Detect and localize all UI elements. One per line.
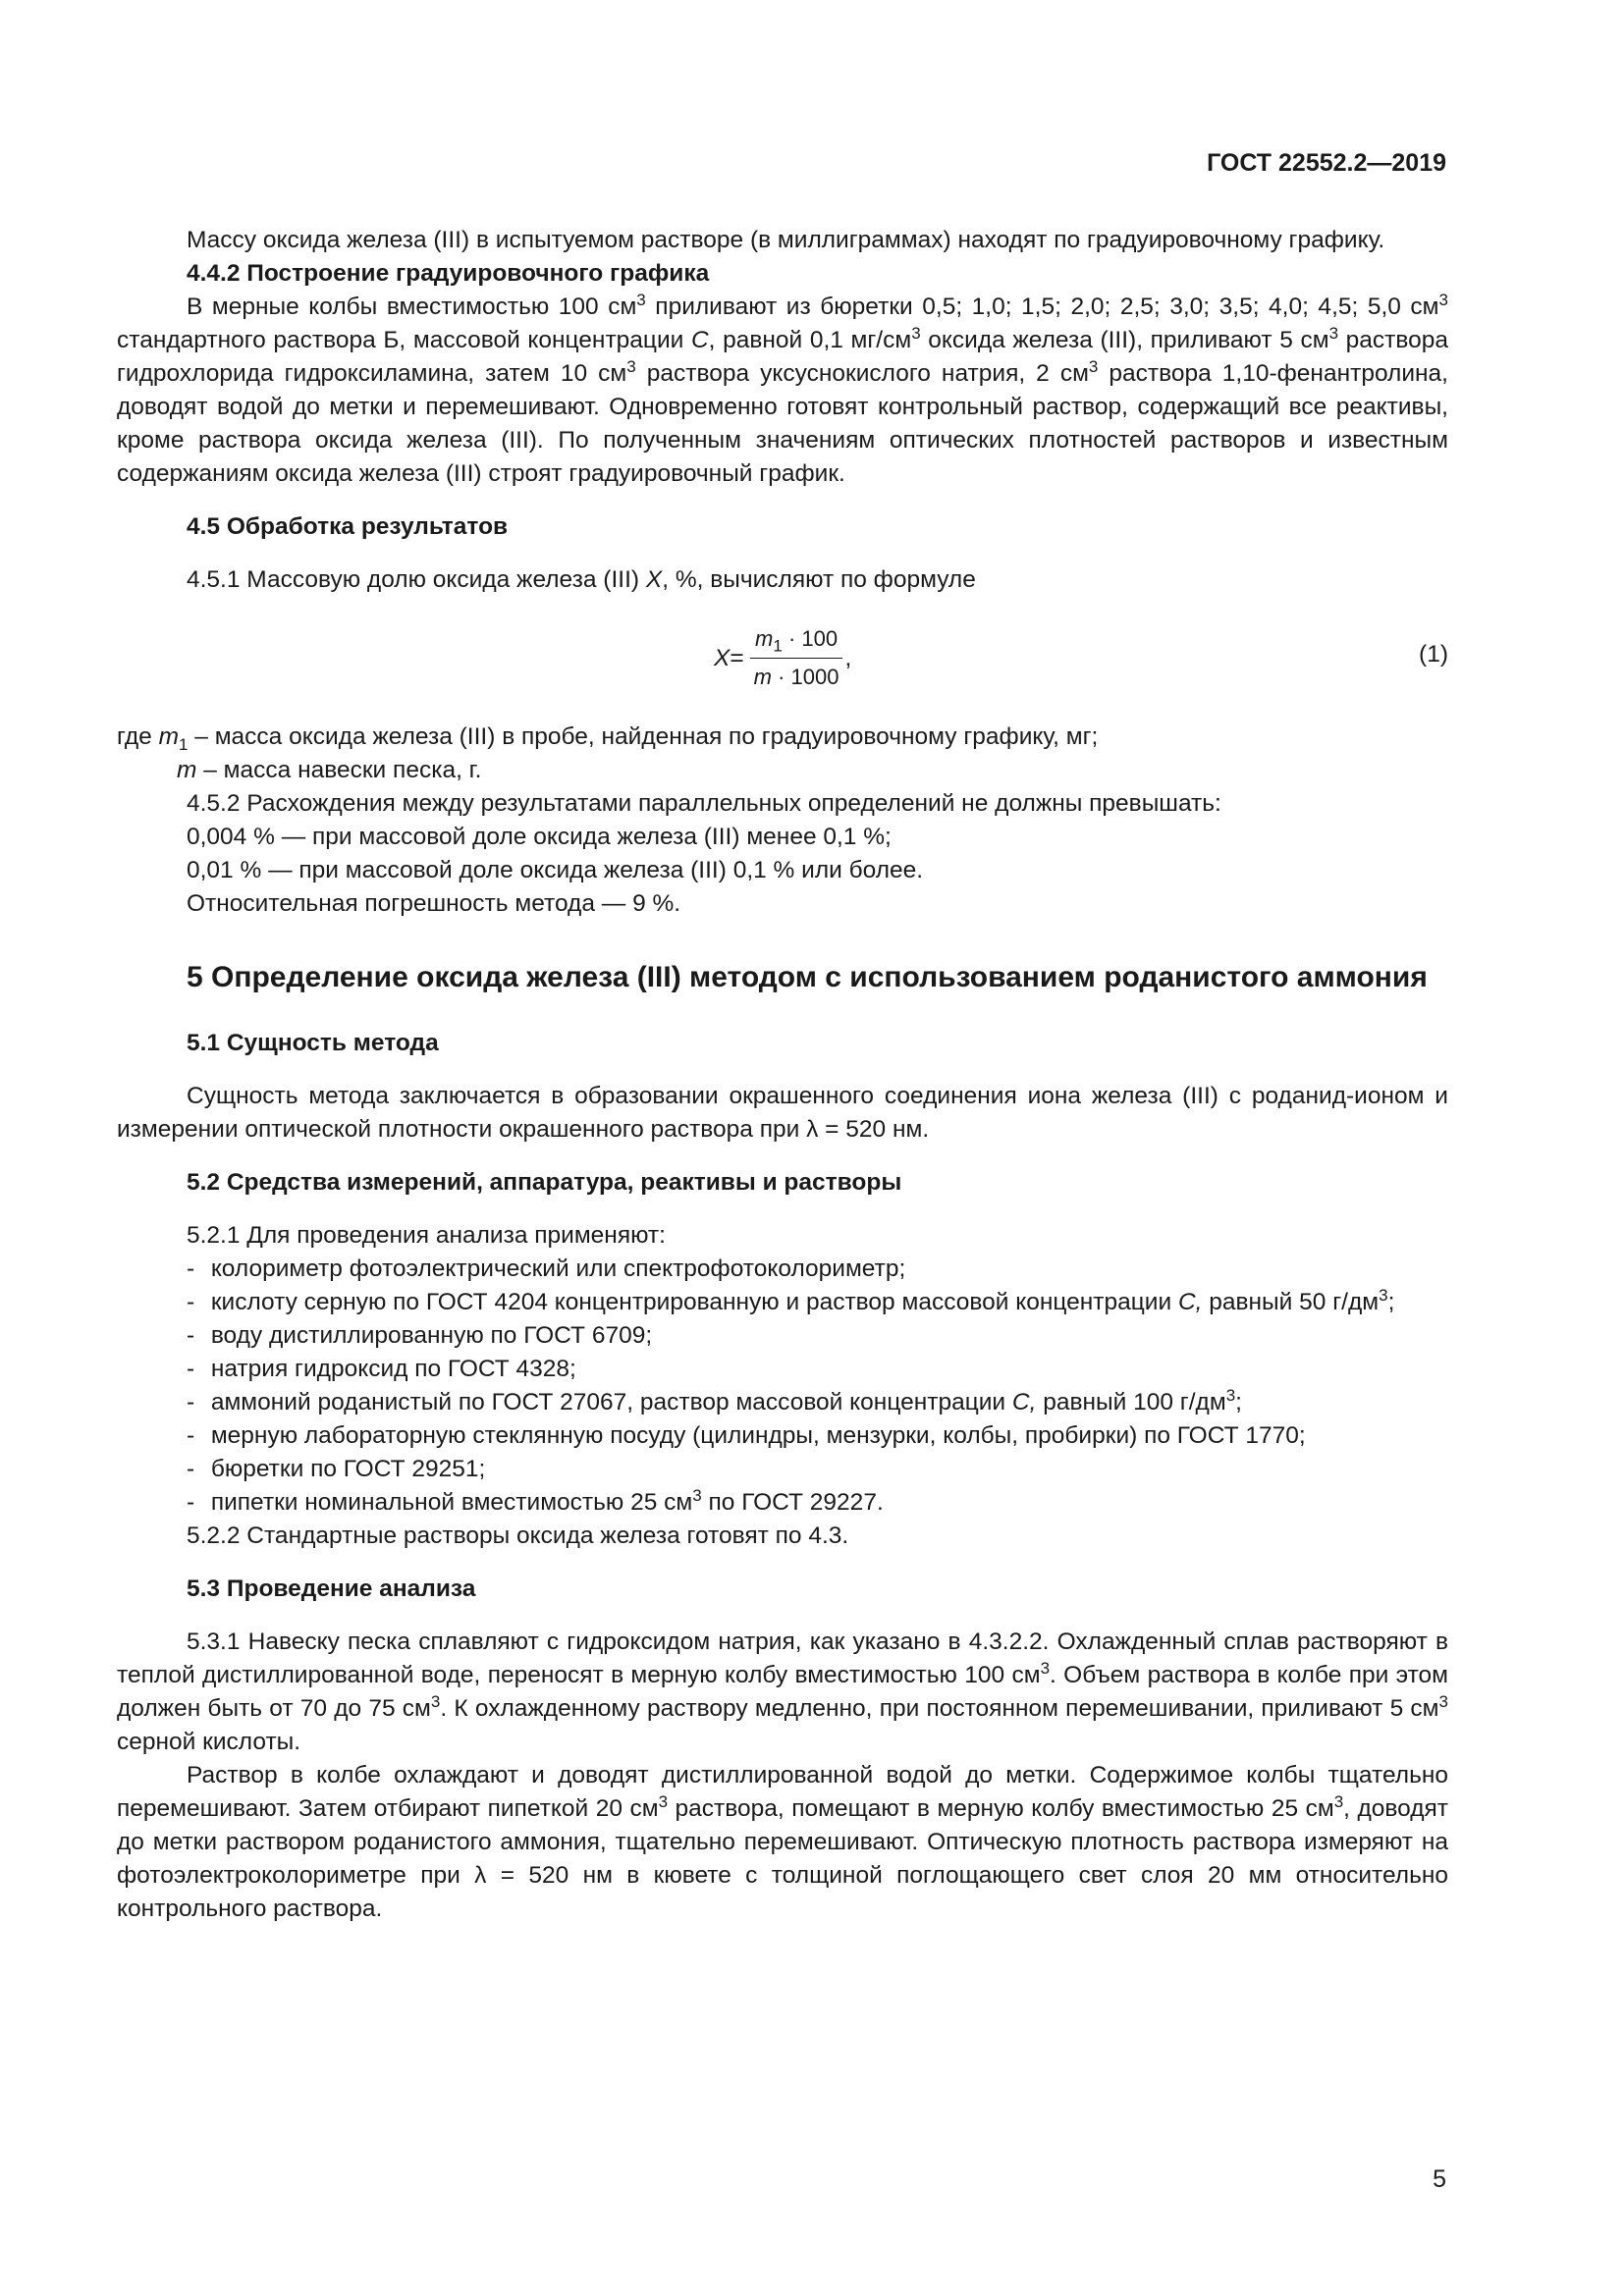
document-body <box>117 224 1448 1926</box>
list-item: - мерную лабораторную стеклянную посуду (цилиндры, мензурки, колбы, пробирки) по ГОСТ 1770; <box>187 1422 1306 1449</box>
formula: X = $\frac{m_1 \cdot 100}{m \cdot 1000}$ , <box>714 624 851 692</box>
tolerance-line-2: 0,01 % — при массовой доле оксида железа (III) 0,1 % или более. <box>187 857 924 883</box>
list-item: - воду дистиллированную по ГОСТ 6709; <box>187 1322 653 1349</box>
formula-number: (1) <box>1419 641 1448 667</box>
paragraph-4-4-2: В мерные колбы вместимостью 100 $см^3$ приливают из бюретки 0,5; 1,0; 1,5; 2,0; 2,5; 3,0; 3,5; 4,0; 4,5; 5,0 $см^3$ стандартного раствора Б, массовой концентрации С, равной 0,1 $мг/см^3$ оксида железа (III), приливают 5 $см^3$ раствора гидрохлорида гидроксиламина, затем 10 $см^3$ раствора уксуснокислого натрия, 2 $см^3$ раствора 1,10-фенантролина, доводят водой до метки и перемешивают. Одновременно готовят контрольный раствор, содержащий все реактивы, кроме раствора оксида железа (III). По полученным значениям оптических плотностей растворов и известным содержаниям оксида железа (III) строят градуировочный график. <box>117 290 1449 487</box>
heading-5-1: 5.1 Сущность метода <box>187 1030 439 1056</box>
standard-header: ГОСТ 22552.2—2019 <box>1207 149 1446 177</box>
paragraph-5-2-1: 5.2.1 Для проведения анализа применяют: <box>187 1222 666 1249</box>
formula-fraction <box>750 624 843 692</box>
paragraph-cooling: Раствор в колбе охлаждают и доводят дистиллированной водой до метки. Содержимое колбы тщательно перемешивают. Затем отбирают пипеткой 20 $см^3$ раствора, помещают в мерную колбу вместимостью 25 $см^3$, доводят до метки раствором роданистого аммония, тщательно перемешивают. Оптическую плотность раствора измеряют на фотоэлектроколориметре при λ = 520 нм в кювете с толщиной поглощающего свет слоя 20 мм относительно контрольного раствора. <box>117 1762 1449 1922</box>
page-number: 5 <box>1433 2165 1446 2193</box>
formula-numerator: $m_1 \cdot 100$ <box>755 626 839 656</box>
heading-5-3: 5.3 Проведение анализа <box>187 1575 476 1602</box>
paragraph-4-5-1: 4.5.1 Массовую долю оксида железа (III) X, %, вычисляют по формуле <box>187 566 976 593</box>
heading-4-5: 4.5 Обработка результатов <box>187 513 509 540</box>
tolerance-line-1: 0,004 % — при массовой доле оксида железа (III) менее 0,1 %; <box>187 824 892 850</box>
list-item: - натрия гидроксид по ГОСТ 4328; <box>187 1356 576 1382</box>
paragraph-5-1: Сущность метода заключается в образовании окрашенного соединения иона железа (III) с роданид-ионом и измерении оптической плотности окрашенного раствора при λ = 520 нм. <box>117 1083 1448 1143</box>
list-item: - аммоний роданистый по ГОСТ 27067, раствор массовой концентрации С, равный 100 $г/дм^3$; <box>187 1385 1242 1415</box>
paragraph-4-5-2: 4.5.2 Расхождения между результатами параллельных определений не должны превышать: <box>187 790 1221 817</box>
paragraph-5-2-2: 5.2.2 Стандартные растворы оксида железа готовят по 4.3. <box>187 1522 849 1549</box>
where-m1: где $m_1$ – масса оксида железа (III) в пробе, найденная по градуировочному графику, мг; <box>117 723 1099 754</box>
formula-block <box>117 618 1448 709</box>
heading-4-4-2: 4.4.2 Построение градуировочного графика <box>187 260 710 287</box>
section-5-title: 5 Определение оксида железа (III) методом с использованием роданистого аммония <box>187 961 1428 993</box>
paragraph-mass: Массу оксида железа (III) в испытуемом растворе (в миллиграммах) находят по градуировочному графику. <box>187 227 1385 253</box>
relative-error-line: Относительная погрешность метода — 9 %. <box>187 890 681 917</box>
list-item: - колориметр фотоэлектрический или спектрофотоколориметр; <box>187 1255 906 1282</box>
heading-5-2: 5.2 Средства измерений, аппаратура, реактивы и растворы <box>187 1169 902 1196</box>
list-item: - бюретки по ГОСТ 29251; <box>187 1456 486 1482</box>
paragraph-5-3-1: 5.3.1 Навеску песка сплавляют с гидроксидом натрия, как указано в 4.3.2.2. Охлажденный сплав растворяют в теплой дистиллированной воде, переносят в мерную колбу вместимостью 100 $см^3$. Объем раствора в колбе при этом должен быть от 70 до 75 $см^3$. К охлажденному раствору медленно, при постоянном перемешивании, приливают 5 $см^3$ серной кислоты. <box>117 1629 1448 1755</box>
formula-denominator: m · 1000 <box>750 658 843 692</box>
where-m: m – масса навески песка, г. <box>177 757 482 783</box>
list-item: - кислоту серную по ГОСТ 4204 концентрированную и раствор массовой концентрации С, равный 50 $г/дм^3$; <box>187 1285 1395 1315</box>
list-item: - пипетки номинальной вместимостью 25 $см^3$ по ГОСТ 29227. <box>187 1485 884 1516</box>
